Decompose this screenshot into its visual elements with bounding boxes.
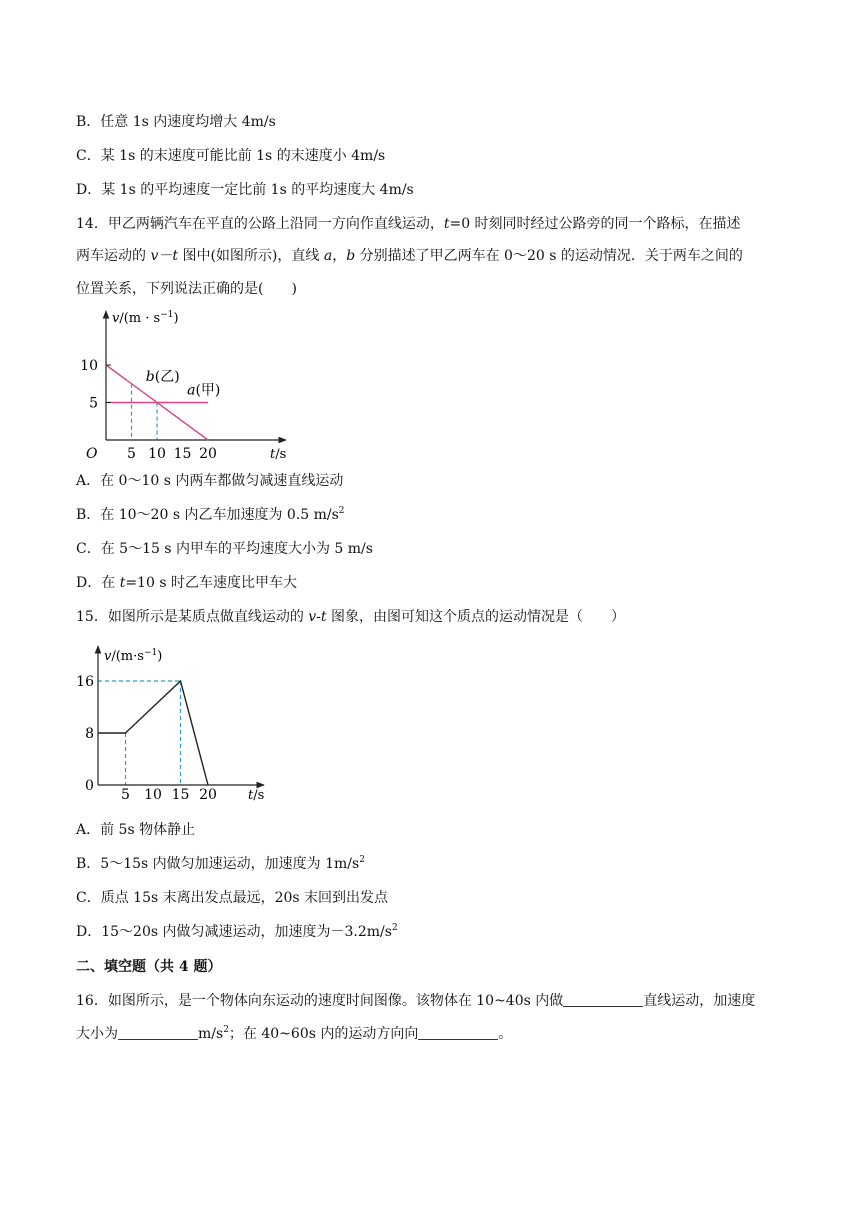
q13-option-d: D．某 1s 的平均速度一定比前 1s 的平均速度大 4m/s — [76, 182, 414, 198]
x-tick-label-10: 10 — [148, 446, 166, 462]
x-tick-label-5: 5 — [127, 446, 136, 462]
series-label-a: a(甲) — [187, 382, 221, 399]
q14-stem-line1: 14．甲乙两辆汽车在平直的公路上沿同一方向作直线运动，t=0 时刻同时经过公路旁的同一个路标，在描述 — [76, 216, 741, 232]
q13-option-c: C．某 1s 的末速度可能比前 1s 的末速度小 4m/s — [76, 148, 386, 164]
q15-option-b: B．5～15s 内做匀加速运动，加速度为 $1m/s^2$ — [76, 855, 365, 872]
q15-stem: 15．如图所示是某质点做直线运动的 v-t 图象，由图可知这个质点的运动情况是（ ） — [76, 609, 625, 625]
answer-blank-1[interactable] — [563, 992, 643, 1007]
y-tick-label-8: 8 — [85, 726, 94, 742]
section-heading: 二、填空题（共 4 题） — [76, 959, 222, 975]
x-tick-label-5: 5 — [121, 787, 130, 803]
x-axis-label: t/s — [248, 788, 265, 803]
q13-option-b: B．任意 1s 内速度均增大 4m/s — [76, 114, 276, 130]
x-axis-label: t/s — [270, 447, 287, 462]
origin-label: O — [86, 446, 98, 462]
x-tick-label-10: 10 — [144, 787, 162, 803]
x-tick-label-20: 20 — [199, 787, 217, 803]
q15-vt-graph — [76, 640, 282, 805]
q14-option-d: D．在 t=10 s 时乙车速度比甲车大 — [76, 575, 297, 591]
y-tick-label-10: 10 — [80, 358, 98, 374]
q14-stem-line3: 位置关系，下列说法正确的是( ) — [76, 281, 297, 297]
origin-label: 0 — [85, 778, 94, 794]
q14-option-c: C．在 5～15 s 内甲车的平均速度大小为 5 m/s — [76, 541, 373, 557]
q14-stem-line2: 两车运动的 v－t 图中(如图所示)，直线 a，b 分别描述了甲乙两车在 0～20 s 的运动情况．关于两车之间的 — [76, 248, 743, 264]
q14-option-a: A．在 0～10 s 内两车都做匀减速直线运动 — [76, 473, 344, 489]
q15-option-d: D．15～20s 内做匀减速运动，加速度为$-3.2m/s^2$ — [76, 923, 398, 940]
series-label-b: b(乙) — [145, 368, 180, 385]
x-tick-label-15: 15 — [171, 787, 190, 803]
answer-blank-2[interactable] — [118, 1025, 198, 1040]
x-tick-label-20: 20 — [199, 446, 217, 462]
q16-stem-line1: 16．如图所示，是一个物体向东运动的速度时间图像。该物体在 10~40s 内做 直线运动，加速度 — [76, 993, 756, 1009]
q14-vt-graph — [76, 305, 296, 465]
q16-stem-line2: 大小为 $m/s^2$；在 40~60s 内的运动方向向 。 — [76, 1025, 513, 1042]
q14-option-b: B．在 10～20 s 内乙车加速度为 0.5 $m/s^2$ — [76, 506, 345, 523]
q15-option-a: A．前 5s 物体静止 — [76, 822, 196, 838]
y-axis-label: $v/(m\cdot s^{-1})$ — [104, 648, 163, 664]
answer-blank-3[interactable] — [418, 1025, 498, 1040]
y-tick-label-16: 16 — [76, 674, 94, 690]
q15-option-c: C．质点 15s 末离出发点最远，20s 末回到出发点 — [76, 890, 389, 906]
series-line — [98, 681, 208, 785]
y-axis-label: $v/(m \cdot s^{-1})$ — [112, 310, 179, 326]
x-tick-label-15: 15 — [173, 446, 192, 462]
y-tick-label-5: 5 — [89, 395, 98, 412]
